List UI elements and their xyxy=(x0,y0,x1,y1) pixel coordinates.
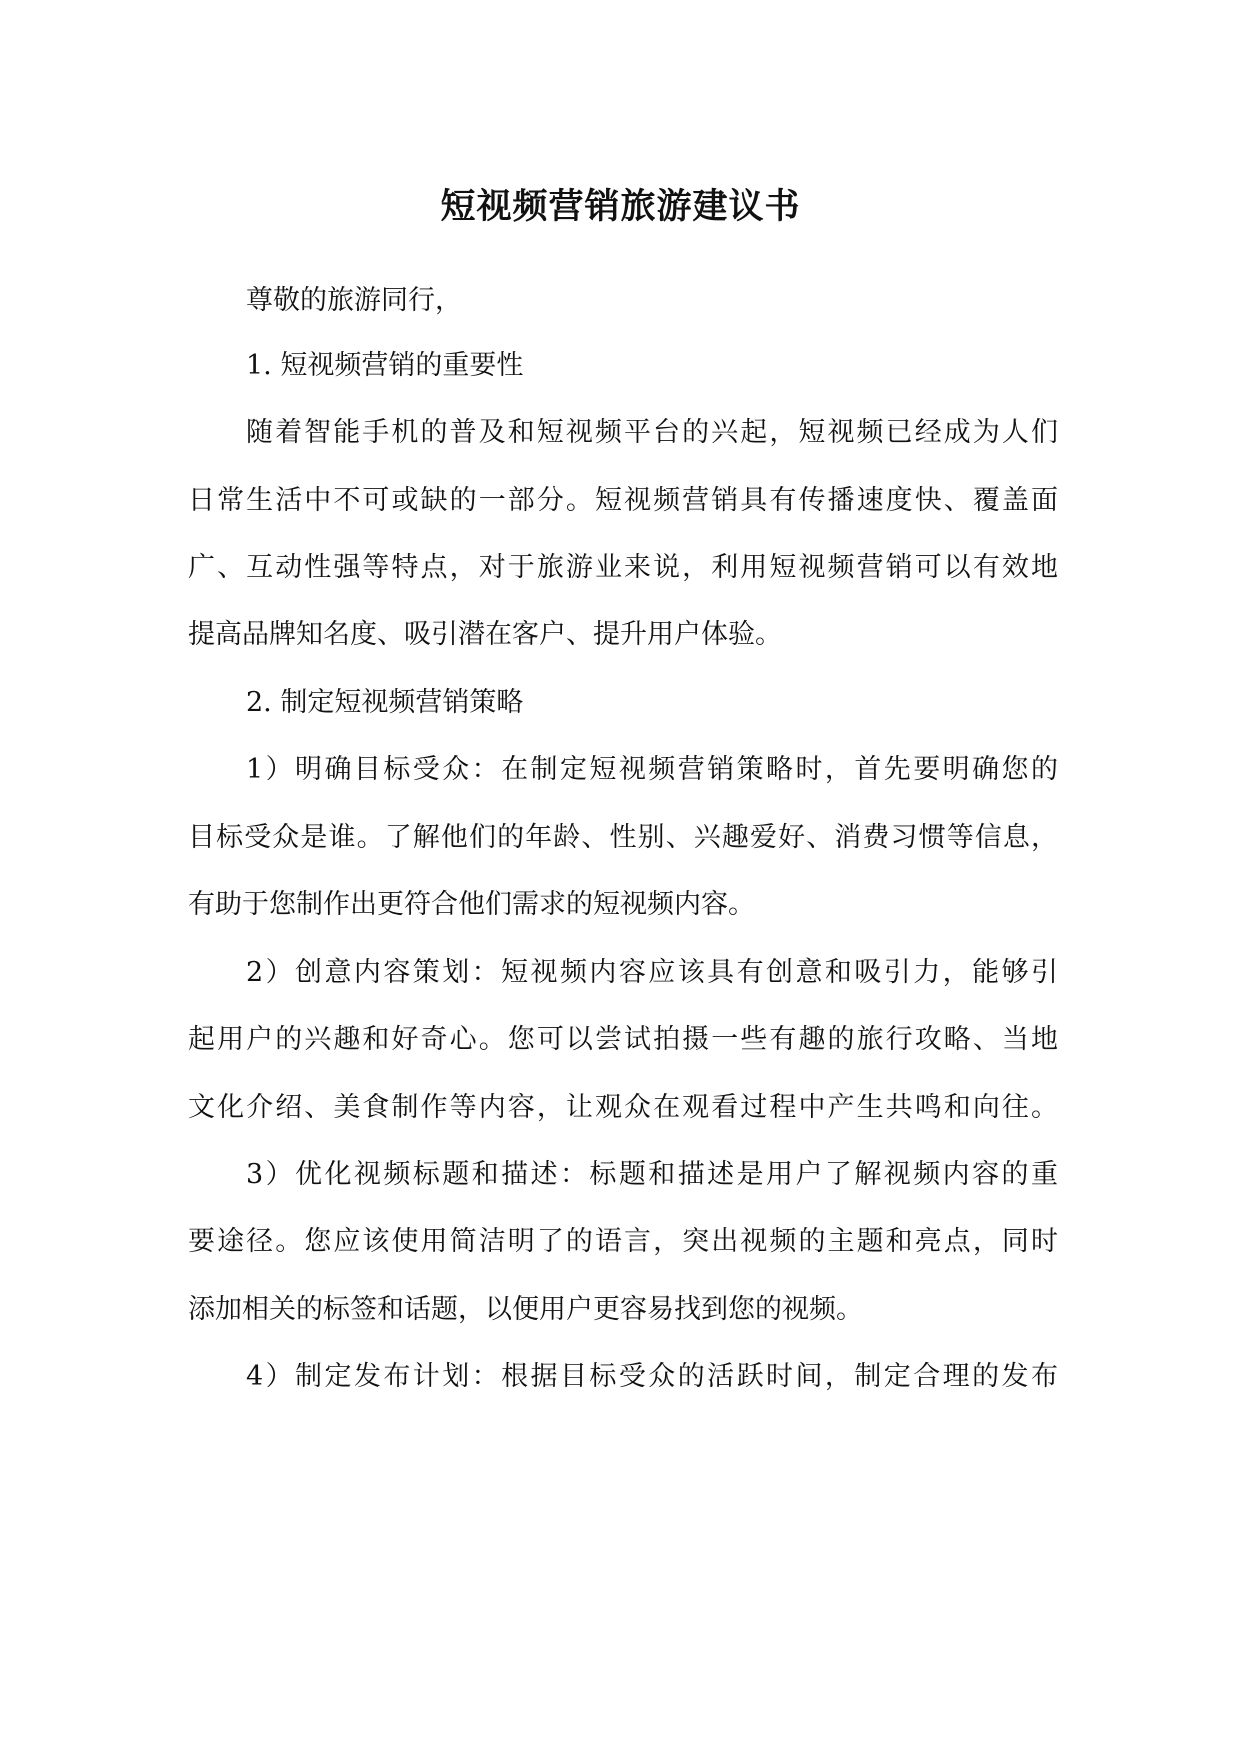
section-heading-1: 1. 短视频营销的重要性 xyxy=(246,350,524,381)
paragraph-line: 有助于您制作出更符合他们需求的短视频内容。 xyxy=(188,889,755,920)
paragraph-line: 4）制定发布计划：根据目标受众的活跃时间，制定合理的发布 xyxy=(246,1361,1058,1392)
paragraph-line: 目标受众是谁。了解他们的年龄、性别、兴趣爱好、消费习惯等信息， xyxy=(188,822,1058,853)
paragraph-line: 起用户的兴趣和好奇心。您可以尝试拍摄一些有趣的旅行攻略、当地 xyxy=(188,1024,1058,1055)
paragraph-line: 3）优化视频标题和描述：标题和描述是用户了解视频内容的重 xyxy=(246,1159,1058,1190)
paragraph-line: 提高品牌知名度、吸引潜在客户、提升用户体验。 xyxy=(188,619,782,650)
paragraph-line: 随着智能手机的普及和短视频平台的兴起，短视频已经成为人们 xyxy=(246,417,1058,448)
paragraph-line: 1）明确目标受众：在制定短视频营销策略时，首先要明确您的 xyxy=(246,754,1058,785)
document-title: 短视频营销旅游建议书 xyxy=(440,186,801,227)
paragraph-line: 添加相关的标签和话题，以便用户更容易找到您的视频。 xyxy=(188,1294,863,1325)
paragraph-line: 要途径。您应该使用简洁明了的语言，突出视频的主题和亮点，同时 xyxy=(188,1226,1058,1257)
paragraph-line: 2）创意内容策划：短视频内容应该具有创意和吸引力，能够引 xyxy=(246,957,1058,988)
paragraph-line: 日常生活中不可或缺的一部分。短视频营销具有传播速度快、覆盖面 xyxy=(188,485,1058,516)
salutation: 尊敬的旅游同行， xyxy=(246,285,462,316)
section-heading-2: 2. 制定短视频营销策略 xyxy=(246,687,524,718)
paragraph-line: 广、互动性强等特点，对于旅游业来说，利用短视频营销可以有效地 xyxy=(188,552,1058,583)
paragraph-line: 文化介绍、美食制作等内容，让观众在观看过程中产生共鸣和向往。 xyxy=(188,1092,1058,1123)
